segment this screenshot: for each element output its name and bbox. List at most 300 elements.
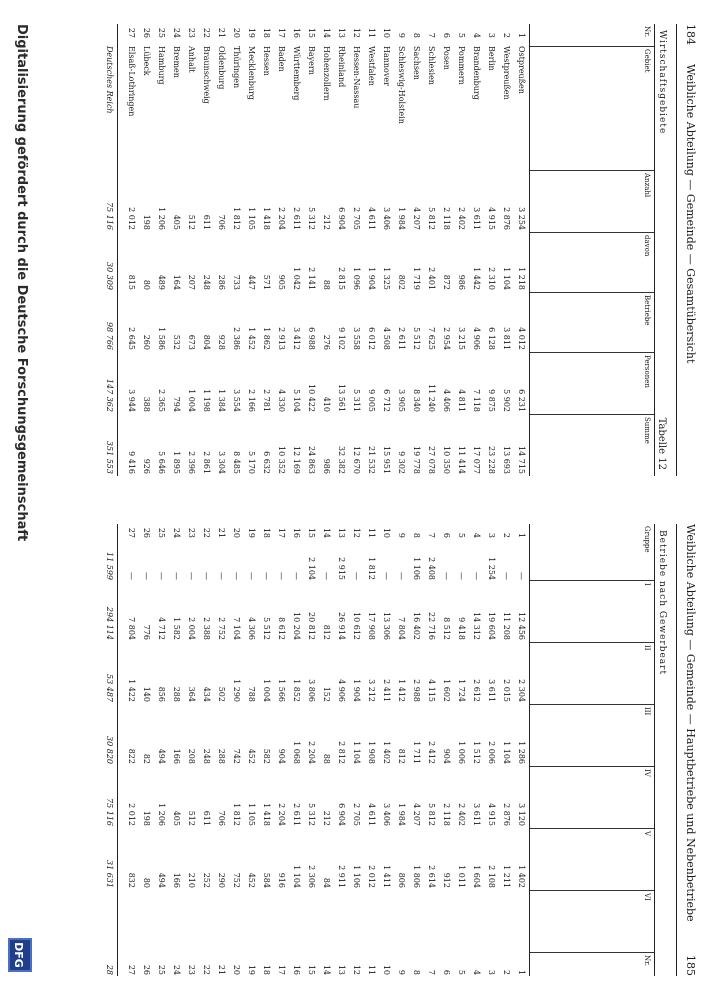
- table-cell: 210: [187, 872, 196, 888]
- row-label: Lübeck: [142, 46, 151, 76]
- table-cell: 502: [217, 686, 226, 702]
- table-cell: 584: [262, 872, 271, 888]
- table-cell: 4 207: [412, 207, 421, 230]
- row-number: 20: [232, 527, 241, 538]
- table-cell: 1 512: [472, 741, 481, 764]
- table-cell: 1 908: [367, 741, 376, 764]
- table-cell: 1 719: [412, 267, 421, 290]
- table-cell: 611: [202, 214, 211, 230]
- table-cell: 5 902: [502, 389, 511, 412]
- table-cell: 1 004: [187, 389, 196, 412]
- column-header: Anzahl: [530, 170, 654, 232]
- table-row: [409, 24, 424, 476]
- table-cell: 9 875: [487, 389, 496, 412]
- table-cell: 582: [262, 748, 271, 764]
- table-row: [499, 24, 514, 476]
- table-row: [214, 524, 229, 976]
- table-cell: 2 402: [457, 803, 466, 826]
- table-cell: 1 218: [517, 267, 526, 290]
- table-row: [154, 524, 169, 976]
- row-number: 14: [322, 27, 331, 38]
- row-number: 17: [277, 27, 286, 38]
- row-number: 16: [292, 527, 301, 538]
- table-row: [484, 524, 499, 976]
- table-cell: 611: [202, 810, 211, 826]
- row-label: Pommern: [457, 46, 466, 85]
- table-cell: 832: [127, 872, 136, 888]
- row-number: 11: [367, 527, 376, 538]
- row-number: 2: [502, 532, 511, 538]
- table-cell: 1 104: [352, 741, 361, 764]
- table-cell: 2 705: [352, 803, 361, 826]
- table-cell: 2 412: [427, 741, 436, 764]
- table-cell: 2 401: [427, 267, 436, 290]
- table-cell: 10 422: [307, 384, 316, 412]
- table-cell: 405: [172, 810, 181, 826]
- table-cell: 1 211: [502, 865, 511, 888]
- table-cell: 1 586: [157, 327, 166, 350]
- table-cell: 706: [217, 810, 226, 826]
- table-cell: 2 166: [247, 389, 256, 412]
- table-row: [514, 24, 529, 476]
- table-cell: 13 561: [337, 384, 346, 412]
- table-cell: 248: [202, 748, 211, 764]
- table-cell: 986: [322, 458, 331, 474]
- table-cell: 12 169: [292, 446, 301, 474]
- table-cell: 5: [457, 969, 466, 975]
- table-cell: 1 106: [412, 557, 421, 580]
- table-number: Tabelle 12: [656, 417, 667, 470]
- table-cell: 815: [127, 274, 136, 290]
- table-cell: 32 382: [337, 446, 346, 474]
- row-number: 7: [427, 32, 436, 38]
- column-header: Betriebe: [530, 292, 654, 352]
- column-header: V: [530, 828, 654, 890]
- table-cell: 20: [232, 964, 241, 975]
- total-cell: 11 599: [105, 552, 114, 580]
- row-number: 21: [217, 27, 226, 38]
- table-cell: 3 611: [472, 207, 481, 230]
- table-cell: 494: [157, 748, 166, 764]
- table-cell: 140: [142, 686, 151, 702]
- table-cell: 6 012: [367, 327, 376, 350]
- table-cell: 15: [307, 964, 316, 975]
- table-cell: 1 105: [247, 207, 256, 230]
- table-cell: 26 914: [337, 612, 346, 640]
- table-cell: 1 006: [457, 741, 466, 764]
- table-cell: 804: [202, 334, 211, 350]
- table-row: [124, 524, 139, 976]
- row-label: Bayern: [307, 46, 316, 75]
- running-head-right: [677, 524, 697, 976]
- table-cell: 17 077: [472, 446, 481, 474]
- row-number: 19: [247, 527, 256, 538]
- table-cell: 872: [442, 274, 451, 290]
- column-header: III: [530, 704, 654, 766]
- table-cell: 2 815: [337, 267, 346, 290]
- table-row: [319, 24, 334, 476]
- table-cell: 364: [187, 686, 196, 702]
- table-cell: 24: [172, 964, 181, 975]
- table-row: [499, 524, 514, 976]
- table-cell: 1 604: [472, 865, 481, 888]
- row-number: 25: [157, 27, 166, 38]
- table-cell: 16: [292, 964, 301, 975]
- table-cell: 1 206: [157, 207, 166, 230]
- table-row: [229, 24, 244, 476]
- table-cell: 447: [247, 274, 256, 290]
- table-cell: 4 906: [337, 679, 346, 702]
- table-cell: 986: [457, 274, 466, 290]
- column-header: Nr.: [643, 26, 651, 37]
- row-number: 6: [442, 532, 451, 538]
- table-cell: 19: [247, 964, 256, 975]
- table-cell: 1 566: [277, 679, 286, 702]
- table-cell: 4 207: [412, 803, 421, 826]
- table-cell: 27: [127, 964, 136, 975]
- table-cell: —: [457, 572, 466, 580]
- table-row: [304, 24, 319, 476]
- table-cell: 6 231: [517, 389, 526, 412]
- table-cell: —: [292, 572, 301, 580]
- table-row: [514, 524, 529, 976]
- table-cell: 212: [322, 214, 331, 230]
- row-number: 4: [472, 532, 481, 538]
- row-label: Württemberg: [292, 46, 301, 101]
- row-label: Baden: [277, 46, 286, 72]
- table-cell: 1 068: [292, 741, 301, 764]
- table-cell: 14: [322, 964, 331, 975]
- row-number: 2: [502, 32, 511, 38]
- table-cell: 5 646: [157, 451, 166, 474]
- row-number: 1: [517, 32, 526, 38]
- table-cell: 2 104: [307, 557, 316, 580]
- row-label: Rheinland: [337, 46, 346, 88]
- table-row: [379, 24, 394, 476]
- table-cell: 1 418: [262, 207, 271, 230]
- total-cell: 351 553: [105, 440, 114, 474]
- table-cell: 1 105: [247, 803, 256, 826]
- table-row: [259, 524, 274, 976]
- row-label: Elsaß-Lothringen: [127, 46, 136, 117]
- table-cell: 4 012: [517, 327, 526, 350]
- row-label: Berlin: [487, 46, 496, 71]
- table-header-left: [529, 24, 655, 476]
- table-cell: 212: [322, 810, 331, 826]
- table-cell: —: [217, 572, 226, 580]
- table-cell: 286: [217, 274, 226, 290]
- table-cell: 4 611: [367, 803, 376, 826]
- table-cell: 1 286: [517, 741, 526, 764]
- table-cell: 752: [232, 872, 241, 888]
- table-cell: —: [262, 572, 271, 580]
- section-label-right: Betriebe nach Gewerbeart: [657, 530, 667, 676]
- table-cell: 1 206: [157, 803, 166, 826]
- table-cell: 1 711: [412, 741, 421, 764]
- table-cell: 8 612: [277, 617, 286, 640]
- table-cell: 260: [142, 334, 151, 350]
- head-rule-left: [676, 24, 677, 476]
- table-row: [184, 524, 199, 976]
- column-header: Gruppe: [643, 526, 651, 553]
- table-cell: 494: [157, 872, 166, 888]
- table-cell: 3 254: [517, 207, 526, 230]
- table-cell: 5 512: [412, 327, 421, 350]
- row-number: 17: [277, 527, 286, 538]
- table-cell: 926: [142, 458, 151, 474]
- table-cell: 1 254: [487, 557, 496, 580]
- row-label: Bremen: [172, 46, 181, 78]
- total-cell: 75 116: [105, 798, 114, 826]
- column-header: Personen: [530, 352, 654, 414]
- table-cell: 3 412: [292, 327, 301, 350]
- digitization-note: Digitalisierung gefördert durch die Deutsche Forschungsgemeinschaft: [14, 24, 29, 542]
- table-cell: 2 954: [442, 327, 451, 350]
- table-cell: 1 812: [232, 207, 241, 230]
- table-cell: 512: [187, 810, 196, 826]
- table-cell: 7 804: [397, 617, 406, 640]
- table-cell: 1 096: [352, 267, 361, 290]
- row-number: 9: [397, 32, 406, 38]
- total-cell: 98 766: [105, 322, 114, 350]
- table-cell: 733: [232, 274, 241, 290]
- table-row: [169, 524, 184, 976]
- table-cell: 9 302: [397, 451, 406, 474]
- table-cell: 1 418: [262, 803, 271, 826]
- table-cell: 802: [397, 274, 406, 290]
- table-cell: —: [202, 572, 211, 580]
- table-row: [139, 24, 154, 476]
- page-number-left: 184: [684, 24, 697, 45]
- table-cell: 166: [172, 872, 181, 888]
- table-cell: 2 204: [277, 207, 286, 230]
- table-cell: 1 442: [472, 267, 481, 290]
- row-number: 22: [202, 27, 211, 38]
- table-cell: 6 712: [382, 389, 391, 412]
- table-cell: 2 204: [307, 741, 316, 764]
- table-cell: 2 915: [337, 557, 346, 580]
- row-number: 12: [352, 27, 361, 38]
- row-number: 5: [457, 532, 466, 538]
- table-row: [334, 524, 349, 976]
- table-cell: 6 904: [337, 207, 346, 230]
- row-number: 10: [382, 27, 391, 38]
- table-cell: 788: [247, 686, 256, 702]
- row-number: 16: [292, 27, 301, 38]
- table-cell: 7 804: [127, 617, 136, 640]
- table-cell: 3 806: [307, 679, 316, 702]
- table-row: [469, 524, 484, 976]
- table-cell: 2 705: [352, 207, 361, 230]
- row-label: Hannover: [382, 46, 391, 86]
- table-cell: 1 104: [502, 741, 511, 764]
- table-row: [439, 524, 454, 976]
- table-cell: 18: [262, 964, 271, 975]
- table-cell: 14 312: [472, 612, 481, 640]
- table-cell: 452: [247, 748, 256, 764]
- table-cell: 3 558: [352, 327, 361, 350]
- table-cell: 17: [277, 964, 286, 975]
- table-cell: 12 456: [517, 612, 526, 640]
- table-row: [439, 24, 454, 476]
- table-cell: 5 104: [292, 389, 301, 412]
- total-cell: 28: [105, 964, 114, 975]
- table-cell: 410: [322, 396, 331, 412]
- head-rule-right: [676, 524, 677, 976]
- table-cell: 2 812: [337, 741, 346, 764]
- row-number: 15: [307, 27, 316, 38]
- total-cell: 30 309: [105, 262, 114, 290]
- table-cell: 2 118: [442, 207, 451, 230]
- table-cell: 1 384: [217, 389, 226, 412]
- table-row: [154, 24, 169, 476]
- table-cell: 13 306: [382, 612, 391, 640]
- table-cell: 2 304: [517, 679, 526, 702]
- table-cell: 2: [502, 969, 511, 975]
- column-header: Gebiet: [530, 46, 654, 170]
- table-cell: 15 951: [382, 446, 391, 474]
- table-cell: 1 106: [352, 865, 361, 888]
- table-cell: 2 006: [487, 741, 496, 764]
- table-cell: 3 215: [457, 327, 466, 350]
- row-label: Hessen-Nassau: [352, 46, 361, 109]
- table-cell: 1 452: [247, 327, 256, 350]
- table-cell: —: [382, 572, 391, 580]
- table-cell: 2 012: [127, 803, 136, 826]
- table-cell: 164: [172, 274, 181, 290]
- table-cell: 905: [277, 274, 286, 290]
- table-cell: 13 693: [502, 446, 511, 474]
- column-header: VI: [530, 890, 654, 952]
- table-cell: 3 212: [367, 679, 376, 702]
- table-cell: 1 984: [397, 207, 406, 230]
- row-label: Oldenburg: [217, 46, 226, 90]
- table-cell: 2 108: [487, 865, 496, 888]
- table-cell: 10 350: [442, 446, 451, 474]
- table-row: [409, 524, 424, 976]
- table-cell: 88: [322, 279, 331, 290]
- right-page: [0, 500, 707, 1000]
- table-cell: 198: [142, 214, 151, 230]
- total-cell: 294 114: [105, 606, 114, 640]
- dfg-logo[interactable]: DFG: [8, 938, 32, 972]
- table-cell: 2 913: [277, 327, 286, 350]
- table-cell: 489: [157, 274, 166, 290]
- table-cell: 290: [217, 872, 226, 888]
- table-row: [244, 24, 259, 476]
- table-cell: 2 911: [337, 865, 346, 888]
- row-number: 27: [127, 527, 136, 538]
- table-cell: 8 512: [442, 617, 451, 640]
- table-cell: 3 611: [487, 679, 496, 702]
- table-cell: 2 861: [202, 451, 211, 474]
- table-cell: 1 862: [262, 327, 271, 350]
- table-row: [349, 524, 364, 976]
- table-row: [214, 24, 229, 476]
- table-cell: 16 402: [412, 612, 421, 640]
- column-header: II: [530, 642, 654, 704]
- row-number: 24: [172, 27, 181, 38]
- table-cell: 152: [322, 686, 331, 702]
- table-cell: 916: [277, 872, 286, 888]
- table-cell: 673: [187, 334, 196, 350]
- table-cell: 12: [352, 964, 361, 975]
- running-head-left: [677, 24, 697, 476]
- table-cell: 23: [187, 964, 196, 975]
- table-cell: 4 811: [457, 389, 466, 412]
- row-label: Sachsen: [412, 46, 421, 80]
- table-cell: 2 306: [307, 865, 316, 888]
- table-cell: 822: [127, 748, 136, 764]
- row-number: 12: [352, 527, 361, 538]
- table-cell: 2 012: [127, 207, 136, 230]
- table-cell: 3: [487, 969, 496, 975]
- table-cell: 1 325: [382, 267, 391, 290]
- table-cell: 276: [322, 334, 331, 350]
- row-label: Thüringen: [232, 46, 241, 89]
- table-cell: 912: [442, 872, 451, 888]
- row-number: 22: [202, 527, 211, 538]
- table-cell: 2 411: [382, 679, 391, 702]
- table-cell: 3 905: [397, 389, 406, 412]
- table-row: [169, 24, 184, 476]
- table-cell: 3 811: [502, 327, 511, 350]
- table-cell: —: [127, 572, 136, 580]
- table-cell: —: [502, 572, 511, 580]
- row-number: 18: [262, 527, 271, 538]
- table-cell: 1 812: [367, 557, 376, 580]
- table-cell: 4 611: [367, 207, 376, 230]
- table-cell: 4 330: [277, 389, 286, 412]
- row-number: 15: [307, 527, 316, 538]
- table-cell: 2 365: [157, 389, 166, 412]
- table-cell: 9: [397, 969, 406, 975]
- total-cell: 75 116: [105, 202, 114, 230]
- table-row: [394, 24, 409, 476]
- table-cell: 8 340: [412, 389, 421, 412]
- table-cell: 904: [442, 748, 451, 764]
- table-cell: 1 852: [292, 679, 301, 702]
- table-cell: 706: [217, 214, 226, 230]
- table-row: [199, 524, 214, 976]
- table-cell: 9 005: [367, 389, 376, 412]
- table-cell: 7 118: [472, 389, 481, 412]
- table-cell: 2 781: [262, 389, 271, 412]
- table-cell: —: [442, 572, 451, 580]
- row-label: Mecklenburg: [247, 46, 256, 100]
- table-cell: 2 645: [127, 327, 136, 350]
- row-number: 6: [442, 32, 451, 38]
- table-cell: 434: [202, 686, 211, 702]
- table-cell: 5 812: [427, 207, 436, 230]
- table-cell: 166: [172, 748, 181, 764]
- table-cell: 4 406: [442, 389, 451, 412]
- row-number: 8: [412, 532, 421, 538]
- table-row: [349, 24, 364, 476]
- table-cell: 3 406: [382, 803, 391, 826]
- table-cell: 11 414: [457, 446, 466, 474]
- table-row: [259, 24, 274, 476]
- table-cell: —: [277, 572, 286, 580]
- row-number: 3: [487, 532, 496, 538]
- total-label: Deutsches Reich: [105, 46, 114, 114]
- table-cell: 2 611: [397, 327, 406, 350]
- table-cell: 2 402: [457, 207, 466, 230]
- table-cell: 1 411: [382, 865, 391, 888]
- table-row: [364, 24, 379, 476]
- table-cell: 8: [412, 969, 421, 975]
- table-total-row: [102, 524, 118, 976]
